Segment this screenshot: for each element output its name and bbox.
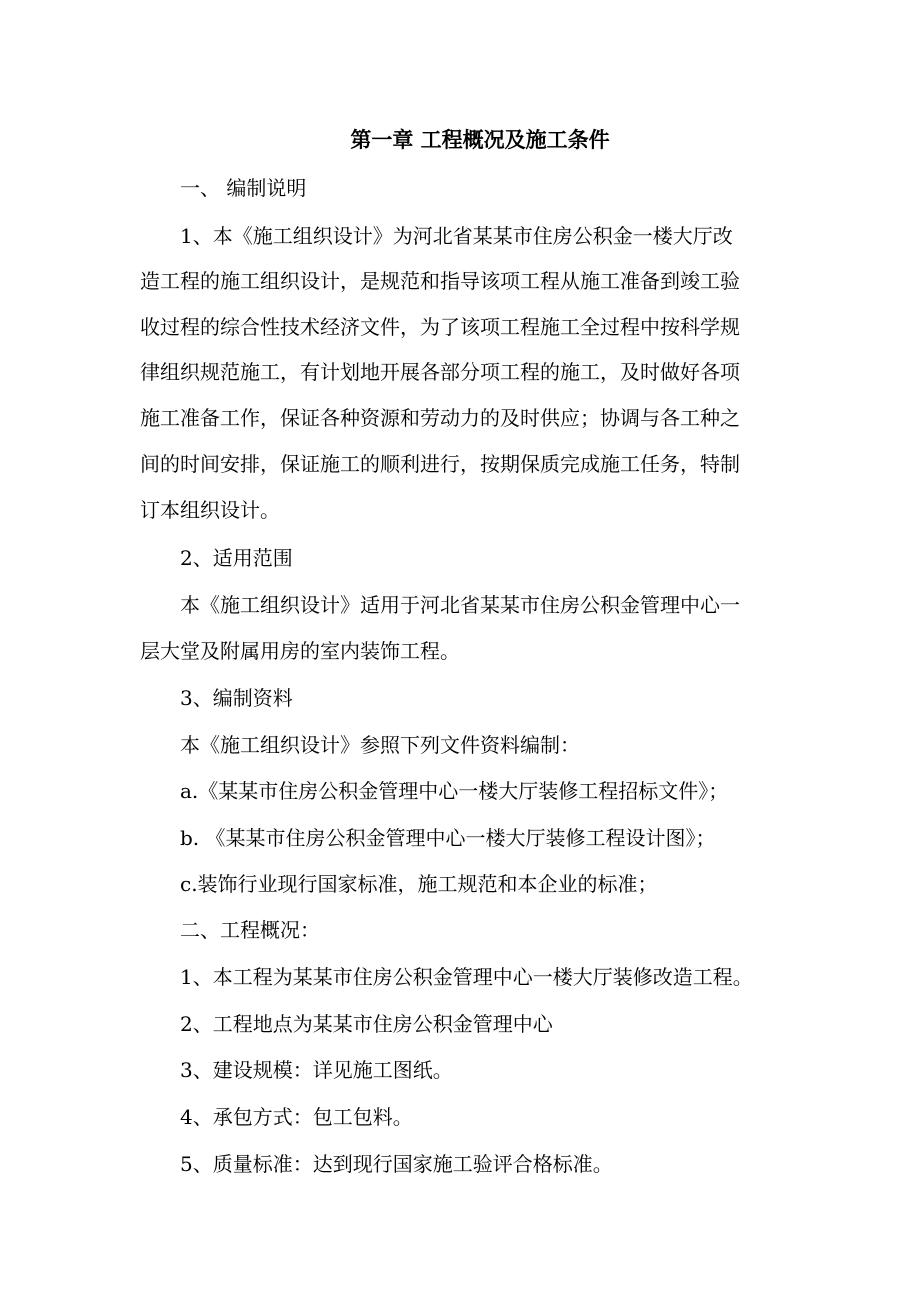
paragraph-line: 本《施工组织设计》适用于河北省某某市住房公积金管理中心一 — [180, 593, 740, 617]
paragraph-line: 律组织规范施工，有计划地开展各部分项工程的施工，及时做好各项 — [140, 360, 740, 384]
paragraph-line: 收过程的综合性技术经济文件，为了该项工程施工全过程中按科学规 — [140, 315, 740, 339]
paragraph-line: 造工程的施工组织设计，是规范和指导该项工程从施工准备到竣工验 — [140, 269, 740, 293]
overview-item: 3、建设规模：详见施工图纸。 — [180, 1058, 453, 1082]
reference-list-item: b. 《某某市住房公积金管理中心一楼大厅装修工程设计图》； — [180, 826, 716, 850]
reference-list-item: c.装饰行业现行国家标准，施工规范和本企业的标准； — [180, 872, 658, 896]
section-heading-compilation-notes: 一、 编制说明 — [180, 176, 307, 200]
paragraph-line: 1、本《施工组织设计》为河北省某某市住房公积金一楼大厅改 — [180, 224, 733, 248]
paragraph-line: 订本组织设计。 — [140, 498, 280, 522]
paragraph-line: 层大堂及附属用房的室内装饰工程。 — [140, 639, 460, 663]
paragraph-line: 间的时间安排，保证施工的顺利进行，按期保质完成施工任务，特制 — [140, 452, 740, 476]
overview-item: 2、工程地点为某某市住房公积金管理中心 — [180, 1012, 553, 1036]
paragraph-line: 本《施工组织设计》参照下列文件资料编制： — [180, 733, 580, 757]
section-heading-project-overview: 二、工程概况： — [180, 918, 320, 942]
overview-item: 5、质量标准：达到现行国家施工验评合格标准。 — [180, 1152, 613, 1176]
overview-item: 4、承包方式：包工包料。 — [180, 1105, 413, 1129]
reference-list-item: a.《某某市住房公积金管理中心一楼大厅装修工程招标文件》； — [180, 779, 729, 803]
chapter-title: 第一章 工程概况及施工条件 — [350, 127, 610, 152]
paragraph-line: 施工准备工作，保证各种资源和劳动力的及时供应；协调与各工种之 — [140, 406, 740, 430]
subheading-reference-materials: 3、编制资料 — [180, 686, 293, 710]
subheading-scope: 2、适用范围 — [180, 546, 293, 570]
overview-item: 1、本工程为某某市住房公积金管理中心一楼大厅装修改造工程。 — [180, 965, 753, 989]
